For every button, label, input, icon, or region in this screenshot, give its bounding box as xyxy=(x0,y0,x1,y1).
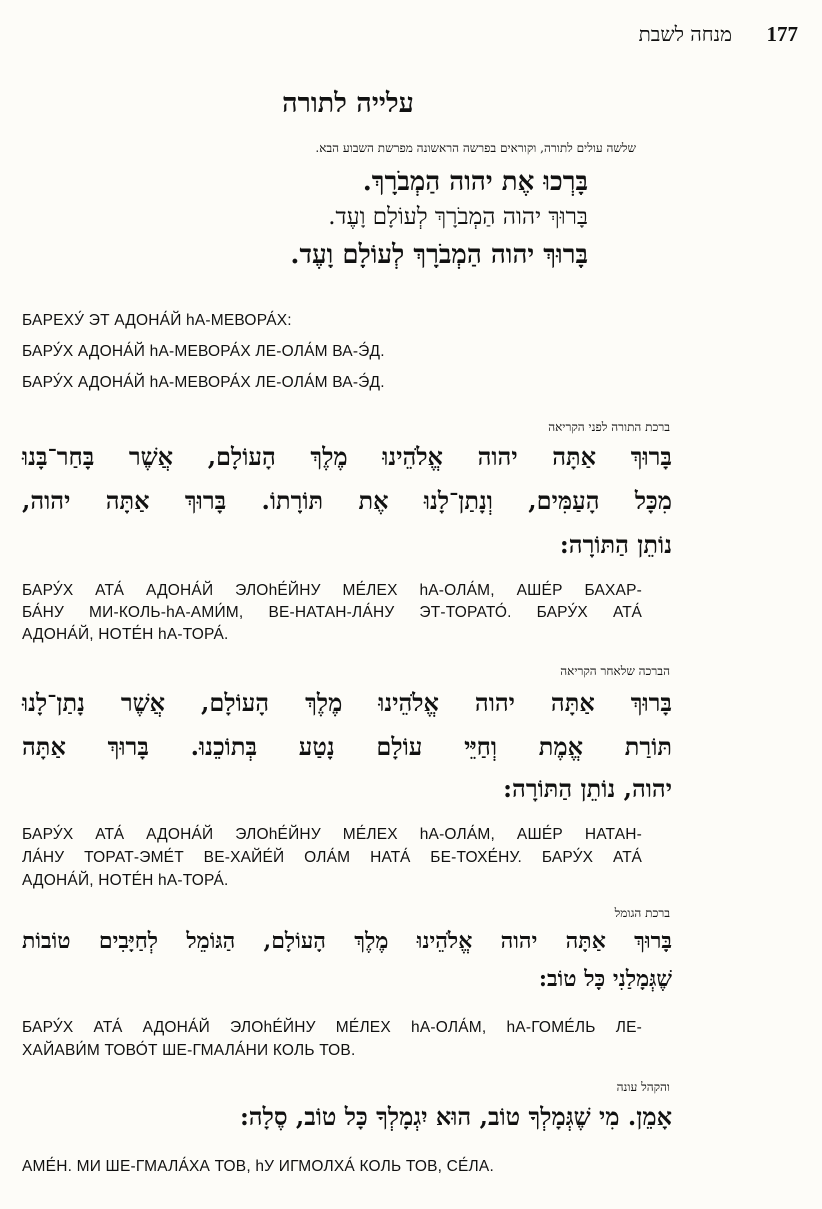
before-reading-line-1: בָּרוּךְ אַתָּה יהוה אֱלֹהֵינוּ מֶלֶךְ הָעוֹלָם, אֲשֶׁר בָּחַר־בָּנוּ xyxy=(22,442,672,471)
after-reading-line-3: יהוה, נוֹתֵן הַתּוֹרָה: xyxy=(503,774,672,803)
before-reading-label: ברכת התורה לפני הקריאה xyxy=(548,420,670,434)
after-reading-translit-2: ЛА́НУ ТОРАТ-ЭМЕ́Т ВЕ-ХАЙЕ́Й ОЛА́М НАТА́ БЕ-ТОХЕ́НУ. БАРУ́Х АТА́ xyxy=(22,849,642,866)
barchu-response-2: בָּרוּךְ יהוה הַמְבֹרָךְ לְעוֹלָם וָעֶד. xyxy=(290,240,588,270)
barchu-line-1: בָּרְכוּ אֶת יהוה הַמְבֹרָךְ. xyxy=(362,167,588,197)
gomel-line-1: בָּרוּךְ אַתָּה יהוה אֱלֹהֵינוּ מֶלֶךְ הָעוֹלָם, הַגּוֹמֵל לְחַיָּבִים טוֹבוֹת xyxy=(22,928,672,954)
before-reading-translit-3: АДОНА́Й, НОТЕ́Н hА-ТОРА́. xyxy=(22,626,229,643)
section-title: עלייה לתורה xyxy=(282,88,414,119)
before-reading-line-2: מִכָּל הָעַמִּים, וְנָתַן־לָנוּ אֶת תּוֹרָתוֹ. בָּרוּךְ אַתָּה יהוה, xyxy=(22,486,672,515)
barchu-translit-2: БАРУ́Х АДОНА́Й hА-МЕВОРА́Х ЛЕ-ОЛА́М ВА-Э́Д. xyxy=(22,343,385,360)
response-line: אָמֵן. מִי שֶׁגְּמָלְךָ טוֹב, הוּא יִגְמָלְךָ כָּל טוֹב, סֶלָה: xyxy=(239,1102,672,1131)
gomel-line-2: שֶׁגְּמָלַנִי כָּל טוֹב: xyxy=(538,966,672,992)
after-reading-line-1: בָּרוּךְ אַתָּה יהוה אֱלֹהֵינוּ מֶלֶךְ הָעוֹלָם, אֲשֶׁר נָתַן־לָנוּ xyxy=(22,688,672,717)
after-reading-label: הברכה שלאחר הקריאה xyxy=(560,664,670,678)
after-reading-translit-1: БАРУ́Х АТА́ АДОНА́Й ЭЛОhЕ́ЙНУ МЕ́ЛЕХ hА-ОЛА́М, АШЕ́Р НАТАН- xyxy=(22,826,642,843)
before-reading-translit-1: БАРУ́Х АТА́ АДОНА́Й ЭЛОhЕ́ЙНУ МЕ́ЛЕХ hА-ОЛА́М, АШЕ́Р БАХАР- xyxy=(22,582,642,599)
after-reading-translit-3: АДОНА́Й, НОТЕ́Н hА-ТОРА́. xyxy=(22,872,229,889)
running-title: מנחה לשבת xyxy=(638,22,732,46)
gomel-translit-2: ХАЙАВИ́М ТОВО́Т ШЕ-ГМАЛА́НИ КОЛЬ ТОВ. xyxy=(22,1042,356,1059)
barchu-response-1: בָּרוּךְ יהוה הַמְבֹרָךְ לְעוֹלָם וָעֶד. xyxy=(328,204,588,230)
gomel-label: ברכת הגומל xyxy=(614,906,670,920)
intro-note: שלשה עולים לתורה, וקוראים בפרשה הראשונה מפרשת השבוע הבא. xyxy=(315,141,636,155)
response-label: והקהל עונה xyxy=(616,1080,670,1094)
gomel-translit-1: БАРУ́Х АТА́ АДОНА́Й ЭЛОhЕ́ЙНУ МЕ́ЛЕХ hА-ОЛА́М, hА-ГОМЕ́ЛЬ ЛЕ- xyxy=(22,1019,642,1036)
barchu-translit-3: БАРУ́Х АДОНА́Й hА-МЕВОРА́Х ЛЕ-ОЛА́М ВА-Э́Д. xyxy=(22,374,385,391)
before-reading-line-3: נוֹתֵן הַתּוֹרָה: xyxy=(559,530,672,559)
barchu-translit-1: БАРЕХУ́ ЭТ АДОНА́Й hА-МЕВОРА́Х: xyxy=(22,312,292,329)
after-reading-line-2: תּוֹרַת אֱמֶת וְחַיֵּי עוֹלָם נָטַע בְּתוֹכֵנוּ. בָּרוּךְ אַתָּה xyxy=(22,732,672,761)
page-number: 177 xyxy=(766,22,798,46)
before-reading-translit-2: БА́НУ МИ-КОЛЬ-hА-АМИ́М, ВЕ-НАТАН-ЛА́НУ ЭТ-ТОРАТО́. БАРУ́Х АТА́ xyxy=(22,604,642,621)
response-translit: АМЕ́Н. МИ ШЕ-ГМАЛА́ХА ТОВ, hУ ИГМОЛХА́ КОЛЬ ТОВ, СЕ́ЛА. xyxy=(22,1158,494,1175)
